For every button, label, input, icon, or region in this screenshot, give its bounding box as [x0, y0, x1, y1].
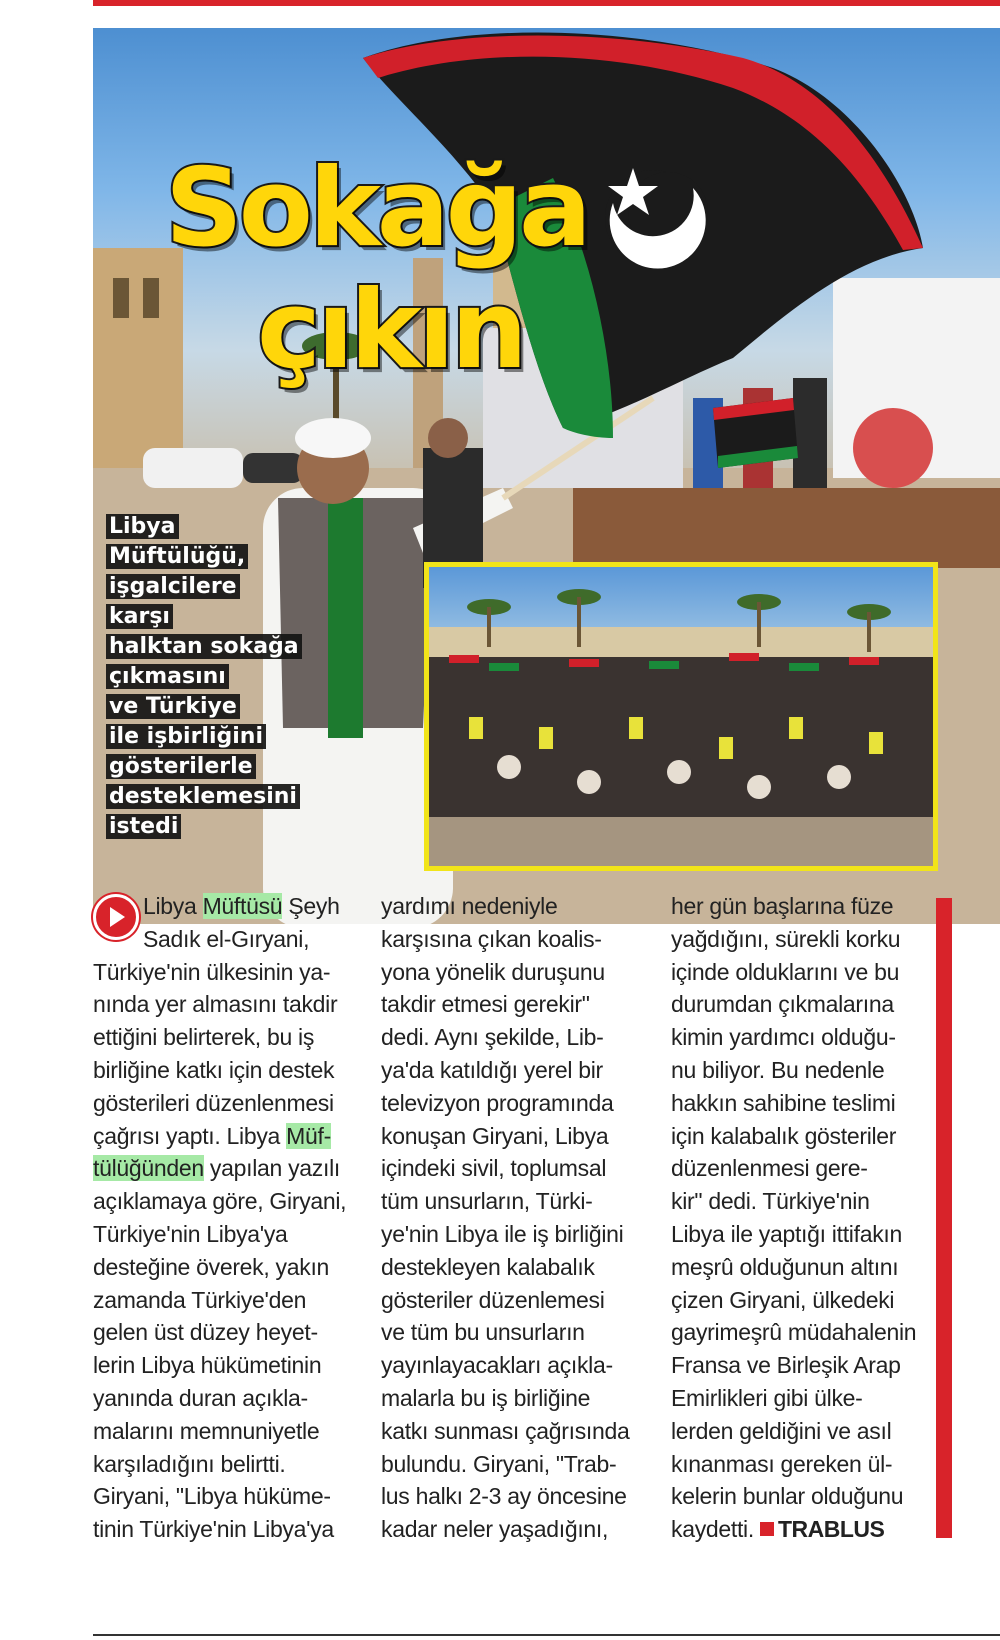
highlighted-word: Müf- [286, 1122, 331, 1149]
inset-photo [424, 562, 938, 871]
bottom-rule [93, 1634, 1000, 1636]
text-line: Emirlikleri gibi ülke- [671, 1384, 863, 1411]
highlighted-word: Müftüsü [202, 893, 283, 919]
text-line: malarını memnuniyetle [93, 1417, 320, 1444]
text-line: gelen üst düzey heyet- [93, 1319, 318, 1346]
text-line: Fransa ve Birleşik Arap [671, 1352, 901, 1379]
caption-line: Müftülüğü, [106, 544, 248, 569]
text-line: dedi. Aynı şekilde, Lib- [381, 1024, 604, 1051]
text-line: yağdığını, sürekli korku [671, 925, 901, 952]
text-line: Giryani, "Libya hüküme- [93, 1483, 331, 1510]
text-line: birliğine katkı için destek [93, 1056, 335, 1083]
text-line: malarla bu iş birliğine [381, 1384, 591, 1411]
text-line: Libya Müftüsü Şeyh [143, 893, 340, 919]
dateline: TRABLUS [777, 1516, 885, 1543]
text-line: takdir etmesi gerekir" [381, 991, 590, 1018]
text-line: lerden geldiğini ve asıl [671, 1417, 892, 1444]
caption-line: ile işbirliğini [106, 724, 266, 749]
caption-line: ve Türkiye [106, 694, 240, 719]
text-line: yayınlayacakları açıkla- [381, 1352, 613, 1379]
article-column-3 [671, 890, 941, 1546]
text-line: meşrû olduğunun altını [671, 1253, 899, 1280]
text-line: kir" dedi. Türkiye'nin [671, 1188, 870, 1215]
caption-line: Libya [106, 514, 179, 539]
text-line: kimin yardımcı olduğu- [671, 1024, 896, 1051]
text-line: bulundu. Giryani, "Trab- [381, 1450, 617, 1477]
photo-caption [106, 512, 346, 842]
text-line: Sadık el-Gıryani, [143, 925, 310, 952]
text-line: tülüğünden yapılan yazılı [93, 1155, 340, 1182]
text-line: yanında duran açıkla- [93, 1384, 308, 1411]
text-line: lus halkı 2-3 ay öncesine [381, 1483, 627, 1510]
text-line: tinin Türkiye'nin Libya'ya [93, 1516, 334, 1543]
text-line: kelerin bunlar olduğunu [671, 1483, 904, 1510]
article-body [93, 890, 958, 1590]
caption-line: istedi [106, 814, 181, 839]
text-line: yardımı nedeniyle [381, 893, 558, 919]
caption-line: gösterilerle [106, 754, 256, 779]
text-line: katkı sunması çağrısında [381, 1417, 630, 1444]
text-line: Türkiye'nin ülkesinin ya- [93, 958, 331, 985]
caption-line: halktan sokağa [106, 634, 302, 659]
article-column-2 [381, 890, 651, 1546]
text-line: ve tüm bu unsurların [381, 1319, 585, 1346]
text-line: durumdan çıkmalarına [671, 991, 894, 1018]
text-line: ya'da katıldığı yerel bir [381, 1056, 603, 1083]
headline-line-2: çıkın [257, 268, 524, 393]
text-line: açıklamaya göre, Giryani, [93, 1188, 347, 1215]
text-line: tüm unsurların, Türki- [381, 1188, 593, 1215]
text-line: karşıladığını belirtti. [93, 1450, 286, 1477]
text-line: için kalabalık gösteriler [671, 1122, 897, 1149]
text-line: hakkın sahibine teslimi [671, 1089, 896, 1116]
text-line: nu biliyor. Bu nedenle [671, 1056, 885, 1083]
text-line: Türkiye'nin Libya'ya [93, 1220, 288, 1247]
text-line: ettiğini belirterek, bu iş [93, 1024, 315, 1051]
text-line: karşısına çıkan koalis- [381, 925, 602, 952]
text-line: her gün başlarına füze [671, 893, 894, 919]
caption-line: çıkmasını [106, 664, 229, 689]
caption-line: karşı [106, 604, 173, 629]
text-line: zamanda Türkiye'den [93, 1286, 307, 1313]
text-line: konuşan Giryani, Libya [381, 1122, 609, 1149]
highlighted-word: tülüğünden [93, 1155, 204, 1182]
text-line: kaydetti. TRABLUS [671, 1516, 885, 1543]
text-line: televizyon programında [381, 1089, 614, 1116]
text-line: içinde olduklarını ve bu [671, 958, 900, 985]
text-line: çizen Giryani, ülkedeki [671, 1286, 895, 1313]
text-line: lerin Libya hükümetinin [93, 1352, 322, 1379]
text-line: içindeki sivil, toplumsal [381, 1155, 607, 1182]
text-line: yona yönelik duruşunu [381, 958, 605, 985]
text-line: gayrimeşrû müdahalenin [671, 1319, 917, 1346]
text-line: kadar neler yaşadığını, [381, 1516, 609, 1543]
headline [165, 148, 588, 392]
top-rule [93, 0, 1000, 6]
text-line: nında yer almasını takdir [93, 991, 338, 1018]
text-line: ye'nin Libya ile iş birliğini [381, 1220, 624, 1247]
text-line: gösterileri düzenlenmesi [93, 1089, 334, 1116]
text-line: çağrısı yaptı. Libya Müf- [93, 1122, 331, 1149]
dateline-square-icon [760, 1522, 774, 1536]
text-line: gösteriler düzenlemesi [381, 1286, 605, 1313]
text-line: desteğine överek, yakın [93, 1253, 330, 1280]
text-line: destekleyen kalabalık [381, 1253, 595, 1280]
crowd-illustration [429, 567, 933, 866]
article-column-1 [93, 890, 363, 1546]
side-accent-bar [936, 898, 952, 1538]
headline-line-1: Sokağa [165, 146, 588, 271]
text-line: Libya ile yaptığı ittifakın [671, 1220, 902, 1247]
text-line: düzenlenmesi gere- [671, 1155, 868, 1182]
caption-line: işgalcilere [106, 574, 240, 599]
caption-line: desteklemesini [106, 784, 300, 809]
text-line: kınanması gereken ül- [671, 1450, 893, 1477]
